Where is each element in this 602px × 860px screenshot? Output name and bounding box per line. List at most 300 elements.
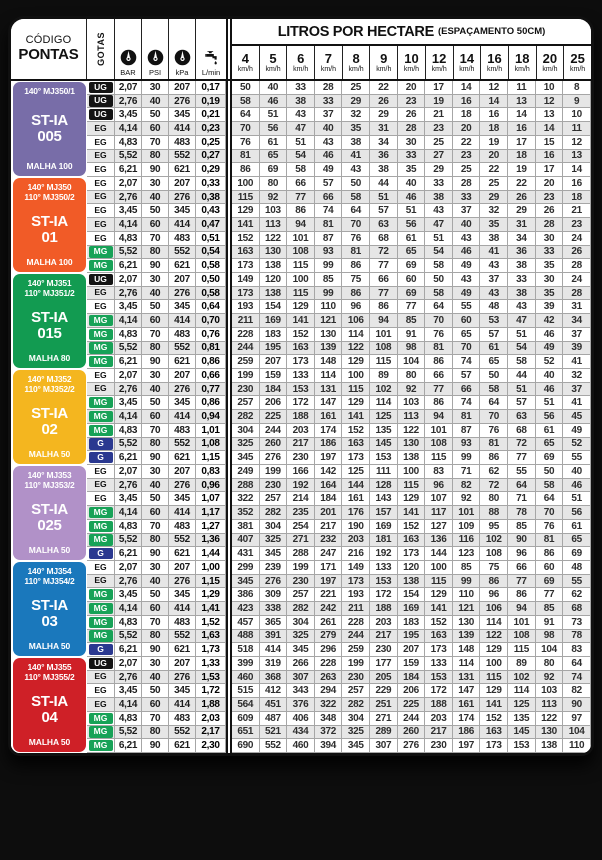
speed-value: 16: [487, 51, 502, 66]
lha-value: 322: [315, 698, 343, 712]
gotas-cell: [87, 657, 115, 671]
lha-value: 399: [232, 657, 260, 671]
lha-value: 690: [232, 739, 260, 753]
bar-header: [115, 19, 142, 79]
lha-value: 66: [508, 561, 536, 575]
lha-value: 83: [563, 643, 591, 657]
lha-value: 77: [398, 300, 426, 314]
lha-value: 230: [370, 643, 398, 657]
table-row: [87, 739, 591, 753]
table-row: [87, 438, 591, 452]
lha-value: 31: [370, 122, 398, 136]
table-row: [87, 657, 591, 671]
bar-value: 6,21: [115, 163, 142, 177]
nozzle-model-label: 140° MJ351: [27, 278, 72, 288]
table-row: [87, 191, 591, 205]
lha-value: 325: [260, 534, 288, 548]
lha-value: 460: [232, 671, 260, 685]
lha-value: 48: [563, 561, 591, 575]
droplet-class-badge: EG: [94, 369, 107, 380]
left-header-group: [11, 19, 226, 79]
lha-value: 43: [425, 204, 453, 218]
lha-value: 41: [480, 246, 508, 260]
nozzle-code: [31, 502, 68, 534]
lha-value: 276: [260, 451, 288, 465]
lha-value: 18: [563, 191, 591, 205]
lha-value: 24: [563, 273, 591, 287]
gotas-cell: [87, 479, 115, 493]
nozzle-info-column: [11, 273, 87, 369]
droplet-class-badge: MG: [89, 603, 113, 614]
lha-value: 93: [453, 438, 481, 452]
lha-value: 21: [425, 108, 453, 122]
gotas-cell: [87, 287, 115, 301]
lha-value: 28: [315, 81, 343, 95]
psi-value: 80: [142, 534, 169, 548]
bar-value: 6,21: [115, 259, 142, 273]
table-row: [87, 259, 591, 273]
lha-value: 46: [563, 479, 591, 493]
droplet-class-badge: EG: [94, 191, 107, 202]
lha-value: 65: [536, 438, 564, 452]
lha-value: 13: [536, 108, 564, 122]
lha-value: 51: [398, 204, 426, 218]
lha-value: 133: [425, 657, 453, 671]
bar-value: 5,52: [115, 630, 142, 644]
lmin-value: 1,33: [196, 657, 226, 671]
lha-value: 131: [453, 671, 481, 685]
psi-value: 50: [142, 204, 169, 218]
lha-value: 260: [260, 438, 288, 452]
nozzle-mesh-label: MALHA 50: [28, 449, 71, 459]
lha-value: 81: [232, 150, 260, 164]
lha-value: 94: [508, 602, 536, 616]
lmin-value: 1,15: [196, 575, 226, 589]
lha-value: 304: [232, 424, 260, 438]
lha-value: 206: [260, 396, 288, 410]
lha-value: 257: [287, 588, 315, 602]
gotas-cell: [87, 163, 115, 177]
lha-value: 76: [480, 424, 508, 438]
lha-value: 77: [508, 451, 536, 465]
lha-value: 412: [260, 684, 288, 698]
lha-value: 86: [508, 588, 536, 602]
lha-value: 81: [453, 410, 481, 424]
lha-value: 47: [508, 314, 536, 328]
lha-value: 184: [315, 492, 343, 506]
lha-value: 230: [287, 575, 315, 589]
lha-value: 51: [287, 136, 315, 150]
kpa-value: 207: [169, 465, 196, 479]
lha-value: 172: [370, 588, 398, 602]
lha-value: 115: [287, 287, 315, 301]
lha-value: 85: [508, 520, 536, 534]
lha-value: 195: [398, 630, 426, 644]
bar-value: 2,07: [115, 657, 142, 671]
kpa-value: 414: [169, 410, 196, 424]
section-rows: [87, 561, 591, 657]
nozzle-model-labels: [24, 566, 74, 586]
bar-value: 2,76: [115, 95, 142, 109]
lha-value: 64: [232, 108, 260, 122]
kpa-value: 483: [169, 616, 196, 630]
lha-value: 18: [508, 150, 536, 164]
gotas-cell: [87, 698, 115, 712]
lha-value: 260: [398, 726, 426, 740]
speed-col-header: [481, 46, 509, 79]
speed-unit-label: km/h: [320, 66, 336, 73]
lha-value: 114: [453, 657, 481, 671]
nozzle-info-block: [13, 370, 86, 464]
lha-value: 130: [536, 726, 564, 740]
lha-value: 123: [453, 547, 481, 561]
kpa-value: 483: [169, 712, 196, 726]
gotas-cell: [87, 588, 115, 602]
lha-value: 55: [563, 451, 591, 465]
bar-value: 4,83: [115, 424, 142, 438]
lha-value: 157: [370, 506, 398, 520]
lha-value: 28: [398, 122, 426, 136]
lha-value: 376: [287, 698, 315, 712]
bar-value: 2,76: [115, 479, 142, 493]
speed-unit-label: km/h: [431, 66, 447, 73]
bar-value: 5,52: [115, 150, 142, 164]
lha-value: 407: [232, 534, 260, 548]
psi-value: 90: [142, 643, 169, 657]
table-row: [87, 643, 591, 657]
speed-value: 9: [380, 51, 388, 66]
droplet-class-badge: MG: [89, 589, 113, 600]
kpa-value: 552: [169, 150, 196, 164]
lha-value: 125: [508, 698, 536, 712]
lha-value: 201: [315, 506, 343, 520]
lha-value: 18: [453, 108, 481, 122]
lha-value: 54: [508, 342, 536, 356]
lha-value: 70: [480, 410, 508, 424]
lha-value: 25: [480, 177, 508, 191]
lha-value: 66: [425, 369, 453, 383]
bar-value: 3,45: [115, 300, 142, 314]
gotas-cell: [87, 534, 115, 548]
lha-value: 33: [536, 246, 564, 260]
lmin-value: 1,41: [196, 602, 226, 616]
lha-value: 141: [480, 698, 508, 712]
lha-value: 143: [370, 492, 398, 506]
bar-value: 2,07: [115, 561, 142, 575]
table-row: [87, 630, 591, 644]
droplet-class-badge: MG: [89, 411, 113, 422]
lha-value: 129: [480, 643, 508, 657]
lha-value: 83: [425, 465, 453, 479]
lha-value: 52: [536, 355, 564, 369]
lha-value: 106: [342, 314, 370, 328]
lha-value: 19: [425, 95, 453, 109]
lha-value: 166: [287, 465, 315, 479]
table-title: [232, 19, 591, 46]
lha-value: 95: [480, 520, 508, 534]
lha-value: 110: [315, 300, 343, 314]
lha-value: 102: [370, 383, 398, 397]
lha-value: 391: [260, 630, 288, 644]
nozzle-info-column: [11, 369, 87, 465]
bar-value: 2,76: [115, 287, 142, 301]
speed-value: 10: [404, 51, 419, 66]
lmin-value: 1,73: [196, 643, 226, 657]
lha-value: 163: [342, 438, 370, 452]
gotas-header: [87, 19, 115, 79]
bar-value: 4,14: [115, 314, 142, 328]
psi-value: 90: [142, 547, 169, 561]
lha-value: 154: [398, 588, 426, 602]
droplet-class-badge: MG: [89, 356, 113, 367]
lha-value: 44: [370, 177, 398, 191]
speed-unit-label: km/h: [542, 66, 558, 73]
lha-value: 304: [342, 712, 370, 726]
lha-value: 69: [536, 451, 564, 465]
lha-value: 65: [260, 150, 288, 164]
bar-value: 4,83: [115, 328, 142, 342]
lha-value: 22: [508, 177, 536, 191]
lha-value: 86: [287, 204, 315, 218]
lha-value: 345: [260, 547, 288, 561]
lha-value: 11: [508, 81, 536, 95]
lmin-value: 0,54: [196, 246, 226, 260]
nozzle-model-labels: [24, 278, 74, 298]
lha-value: 173: [480, 739, 508, 753]
lha-value: 142: [315, 465, 343, 479]
lha-value: 108: [425, 438, 453, 452]
lha-value: 91: [536, 616, 564, 630]
lha-value: 108: [508, 630, 536, 644]
table-row: [87, 232, 591, 246]
droplet-class-badge: EG: [94, 150, 107, 161]
lha-value: 93: [315, 246, 343, 260]
table-row: [87, 108, 591, 122]
nozzle-mesh-label: MALHA 50: [28, 737, 71, 747]
lha-value: 144: [342, 479, 370, 493]
lha-value: 121: [315, 314, 343, 328]
lha-value: 86: [480, 451, 508, 465]
lha-value: 259: [232, 355, 260, 369]
lha-value: 108: [287, 246, 315, 260]
lha-value: 43: [453, 273, 481, 287]
gotas-cell: [87, 81, 115, 95]
kpa-value: 207: [169, 81, 196, 95]
nozzle-code-series: ST-IA: [31, 111, 68, 129]
psi-value: 40: [142, 671, 169, 685]
section-rows: [87, 369, 591, 465]
lha-value: 33: [315, 95, 343, 109]
lha-value: 62: [563, 588, 591, 602]
lmin-value: 0,23: [196, 122, 226, 136]
gotas-cell: [87, 575, 115, 589]
lha-value: 38: [287, 95, 315, 109]
lha-value: 147: [315, 396, 343, 410]
nozzle-code-series: ST-IA: [31, 212, 68, 230]
gotas-cell: [87, 726, 115, 740]
kpa-value: 414: [169, 602, 196, 616]
nozzle-info-block: [13, 274, 86, 368]
nozzle-model-labels: [24, 662, 74, 682]
nozzle-model-label: 110° MJ355/2: [24, 672, 75, 683]
table-row: [87, 534, 591, 548]
psi-value: 60: [142, 698, 169, 712]
speed-header-row: [232, 46, 591, 79]
table-row: [87, 246, 591, 260]
lha-value: 130: [453, 616, 481, 630]
lha-value: 125: [342, 465, 370, 479]
table-row: [87, 451, 591, 465]
gotas-cell: [87, 616, 115, 630]
lha-value: 138: [398, 575, 426, 589]
lha-value: 69: [563, 547, 591, 561]
lha-value: 46: [260, 95, 288, 109]
kpa-value: 276: [169, 287, 196, 301]
lha-value: 163: [287, 342, 315, 356]
psi-value: 30: [142, 561, 169, 575]
kpa-value: 414: [169, 314, 196, 328]
table-row: [87, 712, 591, 726]
nozzle-code-series: ST-IA: [31, 692, 68, 710]
bar-unit-label: BAR: [120, 68, 136, 77]
lha-value: 96: [480, 588, 508, 602]
droplet-class-badge: MG: [89, 507, 113, 518]
kpa-value: 621: [169, 643, 196, 657]
nozzle-info-column: [11, 177, 87, 273]
gotas-cell: [87, 369, 115, 383]
lha-value: 100: [342, 369, 370, 383]
psi-value: 60: [142, 122, 169, 136]
nozzle-code: [31, 310, 68, 342]
table-row: [87, 547, 591, 561]
lha-value: 13: [508, 95, 536, 109]
lha-value: 148: [315, 355, 343, 369]
lha-value: 74: [315, 204, 343, 218]
bar-value: 2,07: [115, 369, 142, 383]
lha-value: 22: [370, 81, 398, 95]
lha-value: 188: [425, 698, 453, 712]
gotas-cell: [87, 547, 115, 561]
lha-value: 92: [536, 671, 564, 685]
psi-value: 70: [142, 328, 169, 342]
lha-value: 173: [232, 287, 260, 301]
lha-value: 249: [232, 465, 260, 479]
lha-value: 58: [536, 479, 564, 493]
lha-value: 78: [508, 506, 536, 520]
lha-value: 136: [425, 534, 453, 548]
lha-value: 197: [315, 451, 343, 465]
lha-value: 25: [342, 81, 370, 95]
psi-value: 50: [142, 396, 169, 410]
lha-value: 225: [398, 698, 426, 712]
lha-value: 32: [342, 108, 370, 122]
lha-value: 60: [398, 273, 426, 287]
lha-value: 17: [425, 81, 453, 95]
codigo-pontas-header: [11, 19, 87, 79]
lha-value: 103: [536, 684, 564, 698]
lha-value: 81: [480, 438, 508, 452]
lha-value: 42: [536, 314, 564, 328]
lmin-value: 1,44: [196, 547, 226, 561]
lha-value: 161: [342, 492, 370, 506]
lha-value: 129: [287, 300, 315, 314]
lha-value: 94: [425, 410, 453, 424]
droplet-class-badge: MG: [89, 740, 113, 751]
lha-value: 24: [563, 232, 591, 246]
lha-value: 121: [453, 602, 481, 616]
nozzle-code-size: 01: [41, 228, 58, 246]
lha-value: 35: [536, 287, 564, 301]
lha-value: 16: [563, 177, 591, 191]
lmin-value: 0,66: [196, 369, 226, 383]
lha-value: 114: [370, 396, 398, 410]
lha-value: 74: [453, 355, 481, 369]
bar-value: 4,14: [115, 602, 142, 616]
bar-value: 2,76: [115, 671, 142, 685]
lha-value: 104: [536, 643, 564, 657]
gotas-cell: [87, 246, 115, 260]
lha-value: 153: [370, 575, 398, 589]
lha-value: 172: [425, 684, 453, 698]
lha-value: 38: [342, 136, 370, 150]
lha-value: 23: [563, 218, 591, 232]
lha-value: 115: [425, 575, 453, 589]
lha-value: 254: [287, 520, 315, 534]
psi-value: 40: [142, 383, 169, 397]
lha-value: 106: [480, 602, 508, 616]
gotas-cell: [87, 438, 115, 452]
lha-value: 54: [425, 246, 453, 260]
kpa-value: 276: [169, 671, 196, 685]
lha-value: 129: [342, 355, 370, 369]
lha-value: 139: [453, 630, 481, 644]
lmin-value: 0,19: [196, 95, 226, 109]
lha-value: 65: [398, 246, 426, 260]
lha-value: 58: [287, 163, 315, 177]
lha-value: 216: [342, 547, 370, 561]
gotas-cell: [87, 328, 115, 342]
section-rows: [87, 657, 591, 753]
lha-value: 148: [453, 643, 481, 657]
droplet-class-badge: EG: [94, 232, 107, 243]
table-row: [87, 342, 591, 356]
lha-value: 37: [453, 204, 481, 218]
lha-value: 41: [563, 355, 591, 369]
lmin-value: 0,94: [196, 410, 226, 424]
bar-value: 5,52: [115, 438, 142, 452]
lha-value: 88: [480, 506, 508, 520]
kpa-value: 207: [169, 177, 196, 191]
lha-value: 141: [425, 602, 453, 616]
lha-value: 322: [232, 492, 260, 506]
lha-value: 211: [232, 314, 260, 328]
lha-value: 159: [260, 369, 288, 383]
droplet-class-badge: EG: [94, 685, 107, 696]
lha-value: 181: [370, 534, 398, 548]
lha-value: 135: [508, 712, 536, 726]
lmin-value: 1,08: [196, 438, 226, 452]
lha-value: 26: [370, 95, 398, 109]
bar-value: 3,45: [115, 204, 142, 218]
lha-value: 117: [425, 506, 453, 520]
lha-value: 66: [287, 177, 315, 191]
lha-value: 101: [287, 232, 315, 246]
lha-value: 564: [232, 698, 260, 712]
lha-value: 289: [370, 726, 398, 740]
bar-value: 6,21: [115, 355, 142, 369]
lha-value: 171: [315, 561, 343, 575]
lha-value: 23: [453, 150, 481, 164]
